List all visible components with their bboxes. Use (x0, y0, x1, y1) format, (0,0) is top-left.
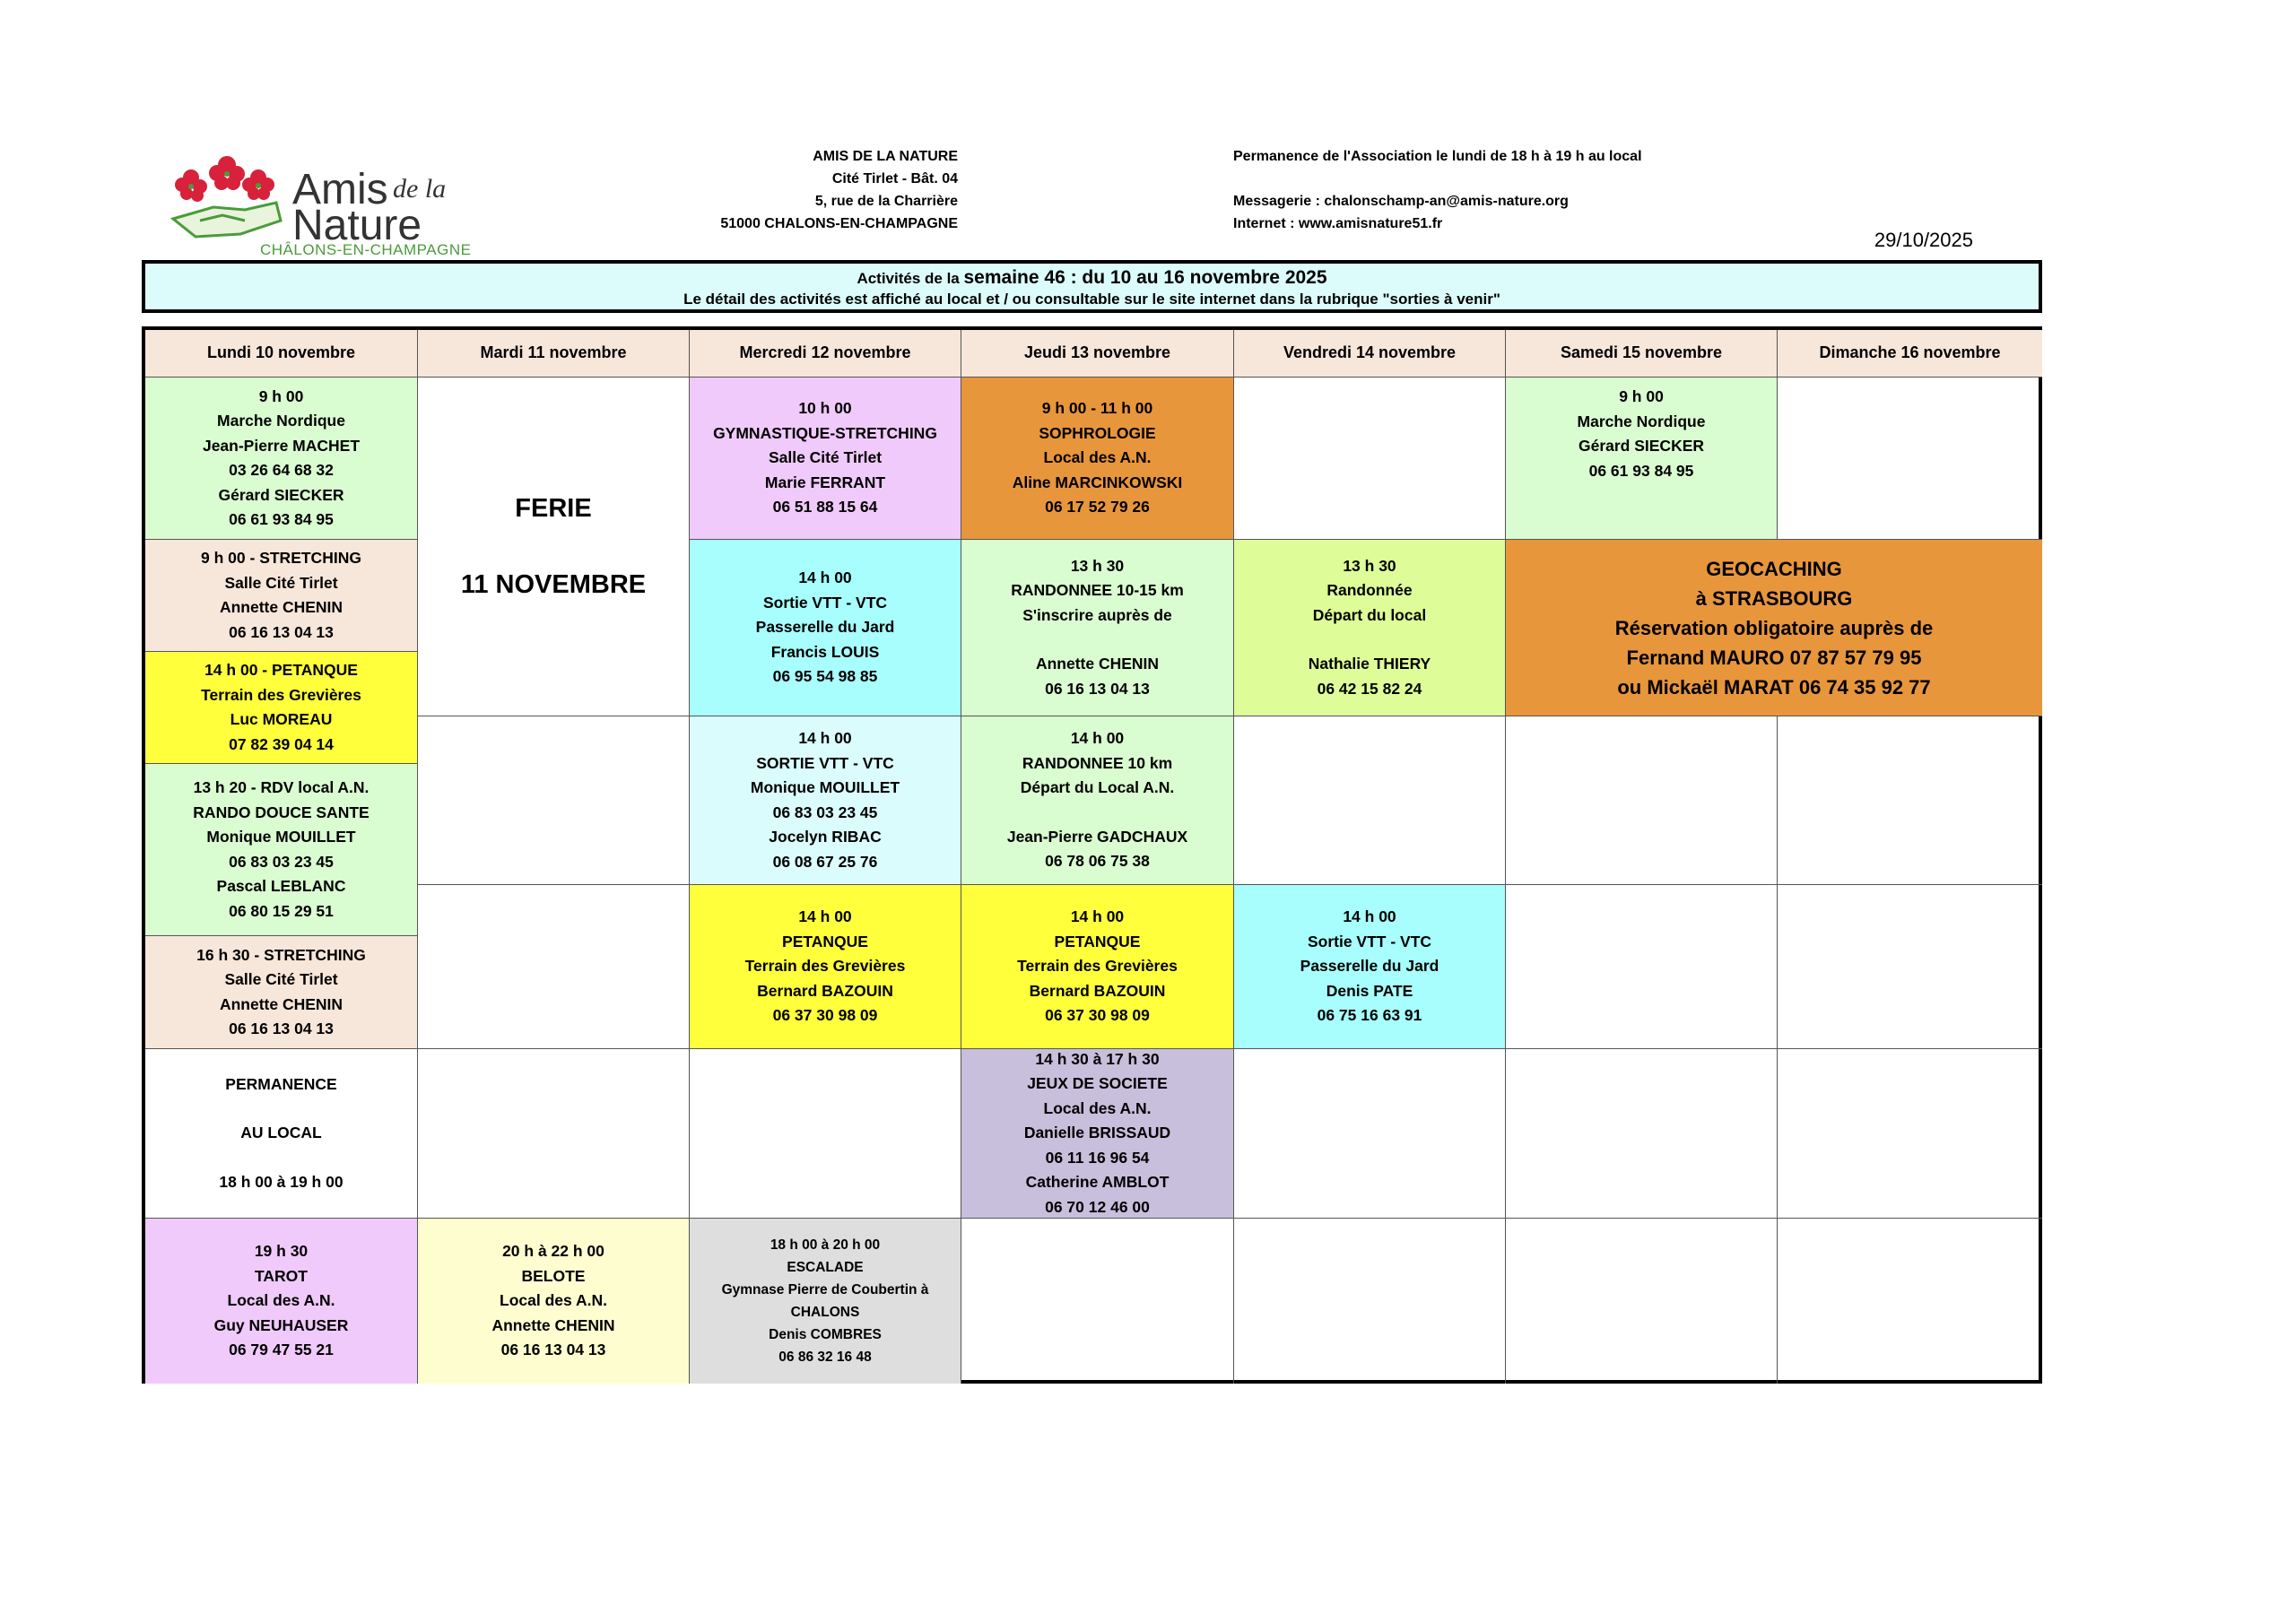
week-banner (142, 260, 2042, 313)
empty-cell (1778, 885, 2042, 1049)
address-line: AMIS DE LA NATURE (813, 149, 958, 164)
cell-text-line: 06 83 03 23 45 (229, 852, 334, 871)
cell-text-line: RANDONNEE 10-15 km (1011, 581, 1184, 600)
cell-text-line: Terrain des Grevières (744, 957, 906, 976)
cell-text-line: RANDO DOUCE SANTE (193, 803, 370, 821)
cell-text-line: 13 h 20 - RDV local A.N. (193, 778, 370, 796)
cell-text-line: 14 h 00 (798, 907, 852, 926)
cell-text-line: GEOCACHING (1706, 557, 1842, 580)
activity-cell-thu-petanque (961, 885, 1234, 1049)
cell-text-line: 18 h 00 à 20 h 00 (770, 1237, 881, 1253)
activity-cell-thu-jeux (961, 1049, 1234, 1219)
activity-cell-fri-randonnee (1234, 540, 1506, 716)
empty-cell (1778, 378, 2042, 540)
cell-text-line: 06 78 06 75 38 (1045, 852, 1150, 871)
cell-text-line: 06 80 15 29 51 (229, 901, 334, 920)
empty-cell (1778, 1219, 2042, 1384)
day-header: Lundi 10 novembre (145, 330, 418, 378)
activity-cell-wed-escalade (690, 1219, 961, 1384)
cell-text-line: Salle Cité Tirlet (224, 970, 338, 988)
cell-text-line: 06 61 93 84 95 (1588, 461, 1694, 480)
permanence-note: Permanence de l'Association le lundi de 18 h à 19 h au local (1233, 149, 1642, 164)
cell-text-line: Monique MOUILLET (206, 828, 356, 846)
cell-text-line: Réservation obligatoire auprès de (1614, 616, 1934, 639)
cell-text-line: Annette CHENIN (219, 598, 344, 616)
activity-cell-thu-sophrologie (961, 378, 1234, 540)
activity-cell-sat-marche (1506, 378, 1778, 540)
cell-text-line: 03 26 64 68 32 (229, 461, 334, 479)
cell-text-line: à STRASBOURG (1695, 586, 1853, 610)
cell-text-line: AU LOCAL (240, 1124, 322, 1142)
cell-text-line: Terrain des Grevières (1017, 957, 1178, 976)
cell-text-line: Jean-Pierre GADCHAUX (1006, 827, 1188, 846)
cell-text-line: 06 16 13 04 13 (500, 1341, 606, 1359)
cell-text-line: 9 h 00 - 11 h 00 (1041, 399, 1153, 418)
logo (160, 149, 554, 256)
cell-text-line: Départ du local (1312, 605, 1427, 624)
document-date: 29/10/2025 (1874, 229, 1973, 251)
cell-text-line: 14 h 00 (1070, 729, 1125, 748)
cell-text-line: 06 83 03 23 45 (772, 803, 878, 821)
cell-text-line: Local des A.N. (1043, 448, 1152, 467)
brand-nature: Nature (292, 202, 422, 249)
day-header: Jeudi 13 novembre (961, 330, 1234, 378)
contact-block (1233, 145, 1861, 235)
empty-cell (418, 1049, 690, 1219)
cell-text-line: Terrain des Grevières (201, 685, 361, 704)
activity-cell-mon-stretching (145, 540, 418, 652)
cell-text-line: Denis COMBRES (769, 1327, 882, 1342)
cell-text-line: 10 h 00 (798, 399, 852, 418)
cell-text-line: FERIE (515, 494, 592, 523)
cell-text-line: PETANQUE (782, 932, 868, 950)
empty-cell (1778, 1049, 2042, 1219)
cell-text-line: Pascal LEBLANC (216, 877, 346, 895)
cell-text-line: Bernard BAZOUIN (1029, 981, 1166, 1000)
cell-text-line: Luc MOREAU (230, 710, 333, 728)
cell-text-line: Guy NEUHAUSER (213, 1315, 349, 1334)
cell-text-line: 11 NOVEMBRE (460, 570, 647, 599)
cell-text-line: 06 17 52 79 26 (1045, 498, 1150, 516)
cell-text-line: 16 h 30 - STRETCHING (196, 945, 366, 964)
cell-text-line: Nathalie THIERY (1308, 655, 1431, 673)
activity-cell-wed-petanque (690, 885, 961, 1049)
cell-text-line: 07 82 39 04 14 (229, 734, 334, 753)
activity-cell-mon-rando (145, 764, 418, 936)
cell-text-line: Marche Nordique (1577, 412, 1706, 430)
activity-cell-fri-vtt (1234, 885, 1506, 1049)
empty-cell (418, 716, 690, 885)
cell-text-line: Fernand MAURO 07 87 57 79 95 (1626, 646, 1922, 669)
activity-cell-wed-vtt-2 (690, 716, 961, 885)
cell-text-line: Annette CHENIN (219, 994, 344, 1013)
cell-text-line: 13 h 30 (1343, 556, 1396, 575)
cell-text-line: 9 h 00 (258, 386, 304, 405)
cell-text-line: 06 61 93 84 95 (229, 510, 334, 528)
cell-text-line: JEUX DE SOCIETE (1027, 1074, 1168, 1093)
cell-text-line: 06 95 54 98 85 (772, 667, 878, 686)
cell-text-line: 06 16 13 04 13 (229, 622, 334, 641)
cell-text-line: 14 h 00 (1343, 907, 1396, 926)
cell-text-line: PETANQUE (1054, 932, 1141, 950)
cell-text-line: 06 42 15 82 24 (1317, 679, 1422, 698)
cell-text-line: Gérard SIECKER (1578, 437, 1705, 455)
day-header: Dimanche 16 novembre (1778, 330, 2042, 378)
cell-text-line: Départ du Local A.N. (1020, 778, 1175, 797)
activity-cell-mon-petanque (145, 652, 418, 764)
empty-cell (1234, 716, 1506, 885)
day-header: Mardi 11 novembre (418, 330, 690, 378)
activity-cell-thu-randonnee-2 (961, 716, 1234, 885)
cell-text-line: Gymnase Pierre de Coubertin à (721, 1282, 929, 1298)
brand-amis: Amis (292, 166, 388, 213)
cell-text-line: Marche Nordique (217, 412, 345, 430)
banner-prefix: Activités de la (857, 270, 964, 287)
cell-text-line: Sortie VTT - VTC (762, 593, 888, 612)
banner-subtitle: Le détail des activités est affiché au local et / ou consultable sur le site internet dans la rubrique "sorties à venir" (683, 291, 1500, 308)
cell-text-line: Annette CHENIN (491, 1315, 615, 1334)
address-line: 51000 CHALONS-EN-CHAMPAGNE (720, 216, 958, 231)
cell-text-line: Local des A.N. (1043, 1098, 1152, 1117)
holiday-cell (418, 378, 690, 716)
day-header: Mercredi 12 novembre (690, 330, 961, 378)
empty-cell (1778, 716, 2042, 885)
cell-text-line: Aline MARCINKOWSKI (1012, 473, 1183, 491)
cell-text-line: 06 37 30 98 09 (772, 1006, 878, 1025)
cell-text-line: CHALONS (790, 1305, 860, 1320)
cell-text-line: Gérard SIECKER (218, 485, 344, 504)
empty-cell (1506, 1219, 1778, 1384)
empty-cell (1506, 1049, 1778, 1219)
cell-text-line: 06 16 13 04 13 (229, 1020, 334, 1037)
cell-text-line: 06 75 16 63 91 (1317, 1006, 1422, 1025)
cell-text-line: Monique MOUILLET (750, 778, 900, 796)
activity-grid (142, 326, 2042, 1384)
activity-cell-tue-belote (418, 1219, 690, 1384)
activity-cell-geocaching (1506, 540, 2042, 716)
activity-cell-mon-tarot (145, 1219, 418, 1384)
cell-text-line: Annette CHENIN (1035, 655, 1160, 673)
cell-text-line: 06 08 67 25 76 (772, 852, 878, 871)
empty-cell (690, 1049, 961, 1219)
brand-city: CHÂLONS-EN-CHAMPAGNE (260, 241, 472, 258)
cell-text-line: Passerelle du Jard (755, 618, 895, 637)
cell-text-line: Marie FERRANT (764, 473, 886, 491)
cell-text-line: Bernard BAZOUIN (757, 981, 893, 1000)
cell-text-line: 14 h 00 - PETANQUE (204, 661, 358, 679)
day-header: Vendredi 14 novembre (1234, 330, 1506, 378)
address-line: Cité Tirlet - Bât. 04 (831, 171, 958, 187)
banner-week: semaine 46 : du 10 au 16 novembre 2025 (963, 267, 1327, 288)
empty-cell (1234, 1049, 1506, 1219)
cell-text-line: 06 79 47 55 21 (229, 1341, 334, 1359)
cell-text-line: Local des A.N. (500, 1291, 607, 1310)
activity-cell-mon-permanence (145, 1049, 418, 1219)
cell-text-line: GYMNASTIQUE-STRETCHING (713, 423, 937, 442)
cell-text-line: 14 h 00 (798, 729, 852, 747)
cell-text-line: Catherine AMBLOT (1025, 1173, 1170, 1192)
cell-text-line: ou Mickaël MARAT 06 74 35 92 77 (1617, 675, 1931, 699)
cell-text-line: 06 37 30 98 09 (1045, 1006, 1150, 1025)
cell-text-line: 06 16 13 04 13 (1045, 679, 1150, 698)
cell-text-line: 13 h 30 (1070, 556, 1125, 575)
cell-text-line: BELOTE (521, 1266, 586, 1285)
cell-text-line: 06 86 32 16 48 (778, 1350, 872, 1365)
cell-text-line: RANDONNEE 10 km (1022, 753, 1173, 772)
cell-text-line: Francis LOUIS (770, 642, 880, 661)
empty-cell (1506, 716, 1778, 885)
address-line: 5, rue de la Charrière (814, 194, 958, 209)
activity-cell-wed-gym (690, 378, 961, 540)
cell-text-line: SORTIE VTT - VTC (756, 753, 894, 772)
cell-text-line: S'inscrire auprès de (1022, 605, 1172, 624)
day-header: Samedi 15 novembre (1506, 330, 1778, 378)
cell-text-line: 9 h 00 - STRETCHING (201, 549, 361, 567)
cell-text-line: 06 70 12 46 00 (1045, 1197, 1150, 1216)
activity-cell-mon-marche (145, 378, 418, 540)
cell-text-line: 14 h 00 (1070, 907, 1125, 926)
cell-text-line: 14 h 30 à 17 h 30 (1035, 1049, 1160, 1068)
cell-text-line: 20 h à 22 h 00 (502, 1242, 604, 1261)
cell-text-line: 18 h 00 à 19 h 00 (219, 1172, 344, 1191)
empty-cell (1506, 885, 1778, 1049)
empty-cell (418, 885, 690, 1049)
activity-cell-wed-vtt (690, 540, 961, 716)
cell-text-line: ESCALADE (787, 1260, 864, 1275)
cell-text-line: 06 11 16 96 54 (1045, 1148, 1150, 1167)
cell-text-line: Jean-Pierre MACHET (202, 436, 361, 455)
cell-text-line: Jocelyn RIBAC (769, 828, 882, 846)
brand-de-la: de la (393, 174, 447, 204)
website-text: Internet : www.amisnature51.fr (1233, 216, 1443, 231)
cell-text-line: Local des A.N. (227, 1291, 335, 1310)
email-text: Messagerie : chalonschamp-an@amis-nature.org (1233, 194, 1569, 209)
cell-text-line: Denis PATE (1326, 981, 1413, 1000)
address-block (628, 145, 958, 235)
empty-cell (1234, 1219, 1506, 1384)
cell-text-line: Salle Cité Tirlet (768, 448, 883, 467)
cell-text-line: Sortie VTT - VTC (1307, 932, 1432, 950)
cell-text-line: Salle Cité Tirlet (224, 573, 338, 592)
cell-text-line: Danielle BRISSAUD (1023, 1124, 1171, 1142)
cell-text-line: 14 h 00 (798, 568, 852, 587)
cell-text-line: 9 h 00 (1619, 387, 1664, 405)
cell-text-line: 06 51 88 15 64 (772, 498, 878, 516)
cell-text-line: 19 h 30 (254, 1242, 309, 1261)
empty-cell (1234, 378, 1506, 540)
empty-cell (961, 1219, 1234, 1384)
cell-text-line: Passerelle du Jard (1300, 957, 1439, 976)
cell-text-line: PERMANENCE (225, 1074, 337, 1093)
activity-cell-mon-stretching-2 (145, 936, 418, 1049)
cell-text-line: SOPHROLOGIE (1039, 423, 1156, 442)
cell-text-line: Randonnée (1326, 581, 1413, 600)
activity-cell-thu-randonnee (961, 540, 1234, 716)
cell-text-line: TAROT (255, 1266, 308, 1285)
